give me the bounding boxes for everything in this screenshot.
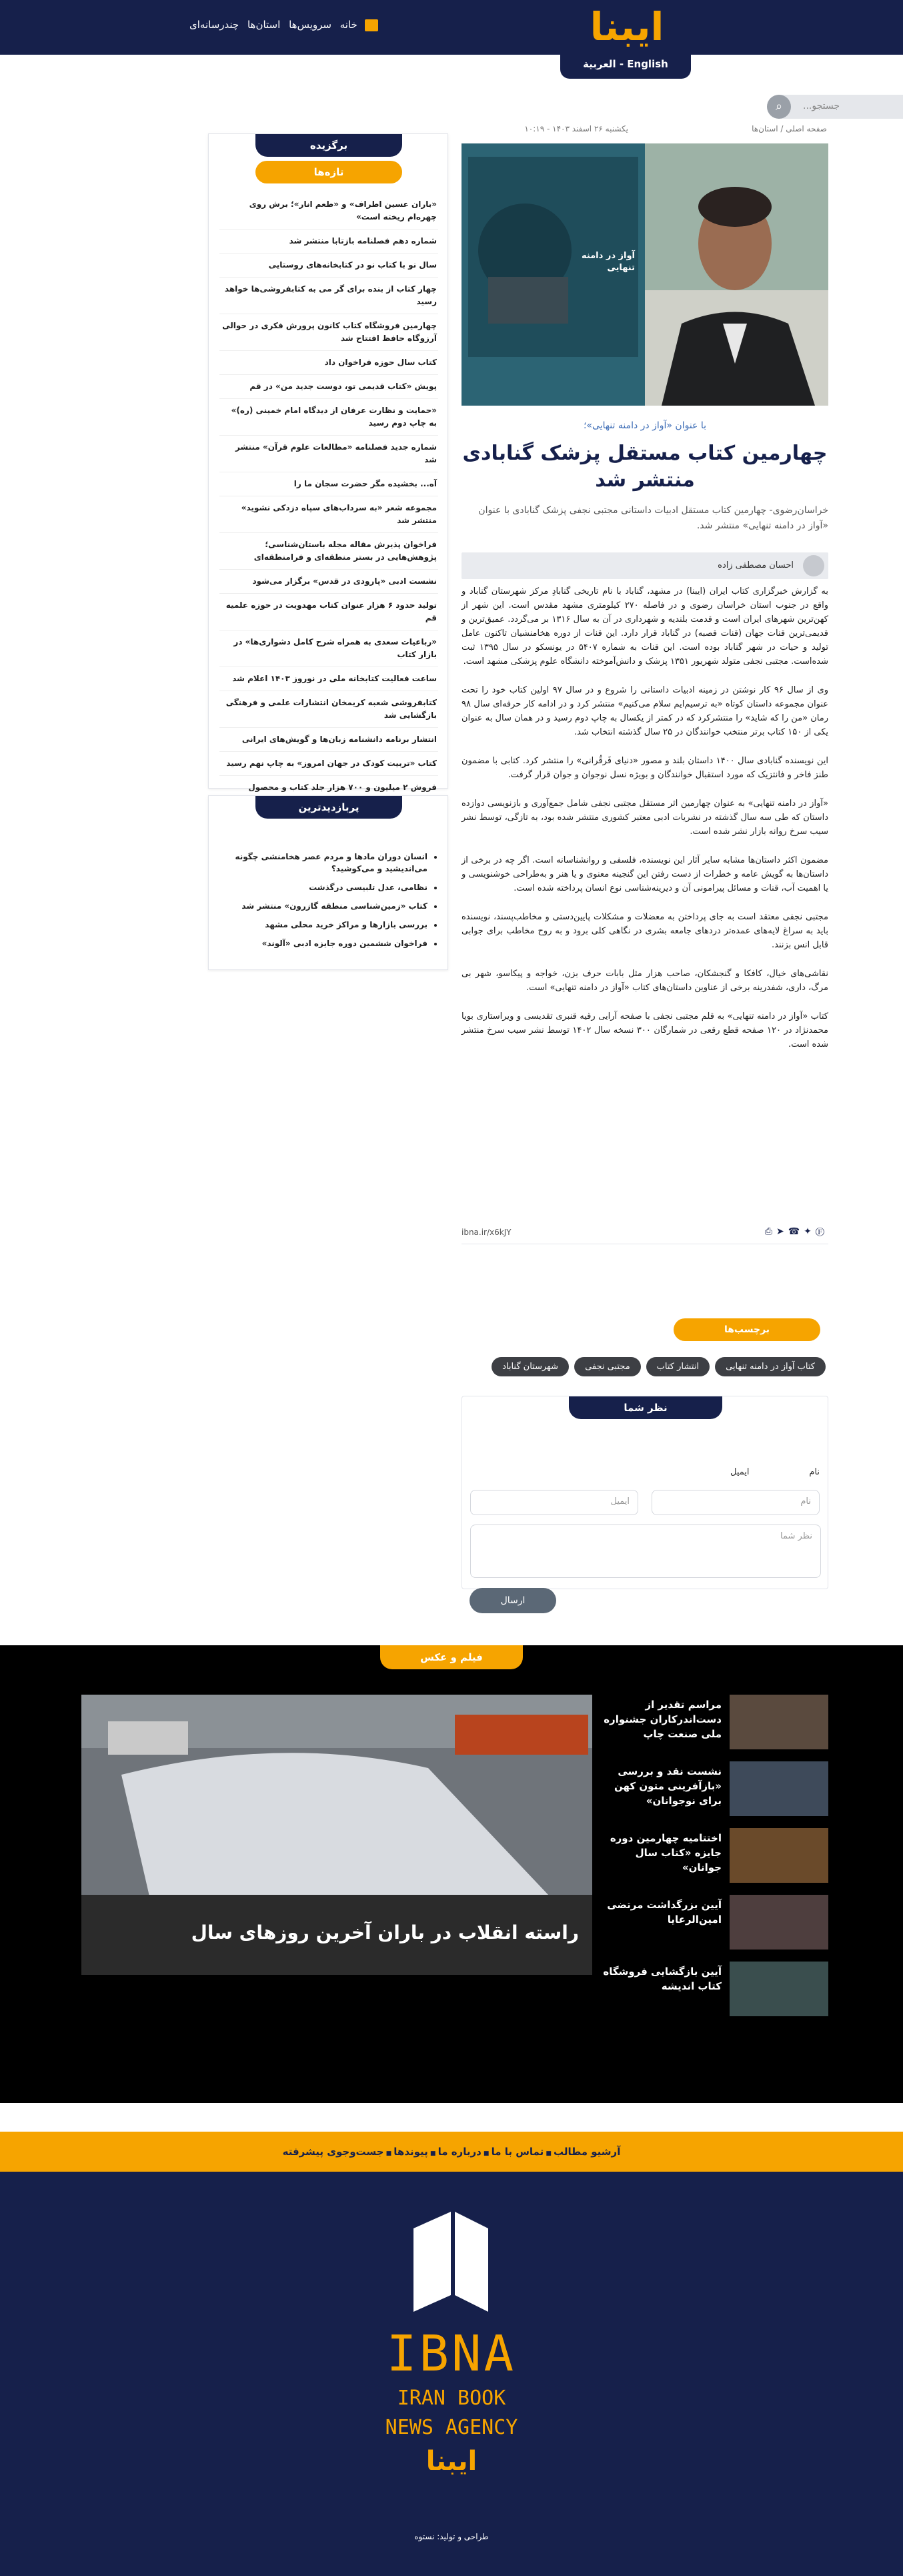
email-field[interactable]: ایمیل bbox=[470, 1490, 638, 1515]
footer-link[interactable]: تماس با ما bbox=[491, 2146, 544, 2158]
article-paragraph: وی از سال ۹۶ کار نوشتن در زمینه ادبیات داستانی را شروع و در سال ۹۷ اولین کتاب خود را تحت عنوان مجموعه داستان کوتاه «به ترسیم‌ایم سلام می‌کنیم» منتشر کرد و در ادامه کار حرفه‌ای سال ۹۸ رمان «من را که شاید» را منتشرکرد که در کمتر از یکسال به چاپ دوم رسید و در همان سال به عنوان یکی از ۱۵۰ کتاب برتر منتخب خوانندگان در ۲۵ سال گذشته انتخاب شد. bbox=[462, 685, 829, 737]
latest-item[interactable]: کتاب سال حوزه فراخوان داد bbox=[219, 351, 438, 375]
article-paragraph: نقاشی‌های خیال، کافکا و گنجشکان، صاحب هزار مثل بابات حرف بزن، خواجه و پیکاسو، شهر بی مرگ، داری، شفدرینه برخی از عناوین داستان‌های کتاب «آواز در دامنه تنهایی» است. bbox=[462, 969, 828, 993]
article-paragraph: «آواز در دامنه تنهایی» به عنوان چهارمین اثر مستقل مجتبی نجفی شامل جمع‌آوری و بازنویسی دوازده داستان که طی سه سال گذشته در نشریات ادبی معتبر کشوری منتشر شده بود، به تازگی، توسط نشر سیب سرخ روانه بازار نشر شده است. bbox=[462, 799, 828, 837]
film-featured[interactable] bbox=[81, 1695, 592, 1975]
article-paragraph: مجتبی نجفی معتقد است به جای پرداختن به معضلات و مشکلات پایین‌دستی و مخاطب‌پسند، نویسنده باید به سراغ لایه‌های عمده‌تر دردهای جامعه بشری در نگاهی کلی برود و به روح مخاطب برای جوابی قابل انس بزنند. bbox=[462, 912, 828, 950]
facebook-icon[interactable]: Ⓕ bbox=[815, 1226, 828, 1237]
tag-list bbox=[462, 1357, 828, 1376]
popular-heading[interactable]: پربازدیدترین bbox=[255, 796, 402, 819]
latest-item[interactable]: چهارمین فروشگاه کتاب کانون پرورش فکری در حوالی آرزوگاه حافظ افتتاح شد bbox=[219, 314, 438, 351]
film-heading[interactable]: فیلم و عکس bbox=[380, 1645, 523, 1669]
tag-chip[interactable]: مجتبی نجفی bbox=[574, 1357, 641, 1376]
footer bbox=[0, 2172, 903, 2576]
tags-heading: برچسب‌ها bbox=[674, 1318, 820, 1341]
comments-heading: نظر شما bbox=[569, 1396, 722, 1419]
film-thumbnail[interactable] bbox=[730, 1895, 828, 1950]
publish-date: یکشنبه ۲۶ اسفند ۱۴۰۳ - ۱۰:۱۹ bbox=[524, 124, 628, 133]
article-lead: خراسان‌رضوی- چهارمین کتاب مستقل ادبیات داستانی مجتبی نجفی پزشک گنابادی با عنوان «آواز در دامنه تنهایی» منتشر شد. bbox=[478, 505, 828, 531]
latest-item[interactable]: ساعت فعالیت کتابخانه ملی در نوروز ۱۴۰۳ اعلام شد bbox=[219, 667, 438, 691]
nav-provinces[interactable]: استان‌ها bbox=[247, 19, 281, 31]
article-photo bbox=[462, 143, 828, 406]
film-item-title[interactable]: آیین بازگشایی فروشگاه کتاب اندیشه bbox=[603, 1966, 722, 1992]
footer-link[interactable]: درباره ما bbox=[437, 2146, 482, 2158]
book-logo-icon bbox=[413, 2212, 488, 2312]
article-title: چهارمین کتاب مستقل پزشک گنابادی منتشر شد bbox=[462, 442, 828, 492]
film-thumbnail[interactable] bbox=[730, 1828, 828, 1883]
top-header bbox=[0, 0, 903, 55]
link-separator: ■ bbox=[383, 2150, 394, 2157]
avatar bbox=[803, 555, 824, 576]
latest-item[interactable]: مجموعه شعر «به سرداب‌های سپاه دزدکی نشوید» منتشر شد bbox=[219, 496, 438, 533]
breadcrumb[interactable]: صفحه اصلی / استان‌ها bbox=[752, 124, 827, 133]
footer-credit[interactable]: طراحی و تولید: نستوه bbox=[414, 2532, 489, 2541]
twitter-icon[interactable]: ✦ bbox=[804, 1226, 816, 1237]
email-label: ایمیل bbox=[730, 1467, 750, 1477]
tag-chip[interactable]: انتشار کتاب bbox=[646, 1357, 710, 1376]
latest-tab[interactable]: تازه‌ها bbox=[255, 161, 402, 183]
article-paragraph: به گزارش خبرگزاری کتاب ایران (ایبنا) در مشهد، گناباد با نام تاریخی گنابادِ مرکز شهرستان گناباد و واقع در جنوب استان خراسان رضوی و در فاصله ۲۷۰ کیلومتری مشهد مقدس است. این شهر از کهن‌ترین شهرهای ایران است و قدمت بلندیه و شهرداری در آن به سال ۱۳۱۶ بر می‌گردد. عمیق‌ترین و قدیمی‌ترین قنات جهان (قنات قصبه) در گناباد قرار دارد. این قنات از دوره هخامنشیان تاکنون عامل تولید و حیات در شهر گناباد بوده است. این قنات به شماره ۵۴۰۷ در یونسکو در سال ۱۳۹۵ ثبت شده‌است. مجتبی نجفی متولد شهریور ۱۳۵۱ پزشک و دانش‌آموخته دانشگاه علوم پزشکی مشهد است. bbox=[462, 586, 828, 667]
main-nav bbox=[184, 19, 384, 35]
latest-item[interactable]: «حمایت و نظارت عرفان از دیدگاه امام خمینی (ره)» به چاپ دوم رسید bbox=[219, 399, 438, 436]
latest-item[interactable]: نشست ادبی «پارودی در قدس» برگزار می‌شود bbox=[219, 570, 438, 594]
telegram-icon[interactable]: ➤ bbox=[776, 1226, 788, 1237]
article-paragraph: مضمون اکثر داستان‌ها مشابه سایر آثار این نویسنده، فلسفی و روانشناسانه است. اگر چه در برخی از داستان‌ها به گویش عامه و خطرات از دست رفتن این گنجینه معنوی و یا هنر و به‌طراحی خوشنویسی و یا اهمیت آب، قنات و مسائل پیرامونی آن و دیرینه‌شناسی نوع انسان پرداخته شده است. bbox=[462, 855, 828, 893]
film-featured-caption[interactable]: راسته انقلاب در باران آخرین روزهای سال bbox=[191, 1921, 579, 1944]
latest-item[interactable]: «باران عسین اطراف» و «طعم انار»؛ برش روی چهره‌ام ریخته است» bbox=[219, 193, 438, 230]
latest-item[interactable]: فراخوان پذیرش مقاله مجله باستان‌شناسی؛ پژوهش‌هایی در بستر منطقه‌ای و فرامنطقه‌ای bbox=[219, 533, 438, 570]
print-icon[interactable]: ⎙ bbox=[764, 1226, 776, 1237]
latest-item[interactable]: کتابفروشی شعبه کریمخان انتشارات علمی و فرهنگی بازگشایی شد bbox=[219, 691, 438, 728]
footer-links bbox=[0, 2132, 903, 2172]
search-box[interactable] bbox=[767, 95, 903, 119]
author-name[interactable]: احسان مصطفی زاده bbox=[718, 560, 794, 570]
latest-item[interactable]: شماره دهم فصلنامه بازتابا منتشر شد bbox=[219, 230, 438, 254]
nav-services[interactable]: سرویس‌ها bbox=[289, 19, 331, 31]
latest-item[interactable]: «رباعیات سعدی به همراه شرح کامل دشواری‌ها» در بازار کتاب bbox=[219, 630, 438, 667]
film-item-title[interactable]: نشست نقد و بررسی «بازآفرینی متون کهن برای نوجوانان» bbox=[614, 1765, 722, 1807]
latest-item[interactable]: آه... بخشیده مگر حضرت سجان ما را bbox=[219, 472, 438, 496]
film-item-title[interactable]: اختتامیه چهارمین دوره جایزه «کتاب سال جوانان» bbox=[610, 1832, 722, 1873]
popular-item[interactable]: • نظامی، عدل تلبیسی درگذشت bbox=[219, 881, 427, 893]
tag-chip[interactable]: شهرستان گناباد bbox=[492, 1357, 569, 1376]
whatsapp-icon[interactable]: ☎ bbox=[788, 1226, 804, 1237]
latest-list bbox=[219, 193, 438, 813]
latest-item[interactable]: انتشار برنامه دانشنامه زبان‌ها و گویش‌های ایرانی bbox=[219, 728, 438, 752]
film-item-title[interactable]: مراسم تقدیر از دست‌اندرکاران جشنواره ملی صنعت چاپ bbox=[604, 1699, 722, 1740]
latest-item[interactable]: تولید حدود ۶ هزار عنوان کتاب مهدویت در حوزه علمیه قم bbox=[219, 594, 438, 630]
share-bar bbox=[462, 1225, 828, 1241]
popular-item[interactable]: • کتاب «زمین‌شناسی منطقه گازرون» منتشر شد bbox=[219, 900, 427, 912]
latest-item[interactable]: کتاب «تربیت کودک در جهان امروز» به چاپ نهم رسید bbox=[219, 752, 438, 776]
brand-ibna: IBNA bbox=[386, 2325, 517, 2383]
article-body bbox=[462, 584, 828, 1066]
name-label: نام bbox=[809, 1467, 820, 1477]
popular-list bbox=[219, 851, 438, 956]
article-image bbox=[462, 143, 828, 406]
brand-line-3: ایبنا bbox=[425, 2446, 478, 2477]
footer-brand bbox=[373, 2324, 530, 2480]
book-cover-title: آواز در دامنه تنهایی bbox=[581, 251, 635, 273]
site-logo[interactable]: ایبنا bbox=[590, 4, 664, 49]
home-icon[interactable] bbox=[365, 19, 378, 31]
film-thumbnail[interactable] bbox=[730, 1962, 828, 2016]
featured-heading[interactable]: برگزیده bbox=[255, 134, 402, 157]
author-bar[interactable] bbox=[462, 552, 828, 579]
latest-item[interactable]: چهار کتاب از بنده برای گر می به کتابفروشی‌ها خواهد رسید bbox=[219, 278, 438, 314]
brand-line-1: IRAN BOOK bbox=[397, 2387, 506, 2410]
footer-link[interactable]: جست‌وجوی پیشرفته bbox=[282, 2146, 384, 2158]
search-input[interactable]: جستجو... bbox=[803, 101, 840, 111]
tag-chip[interactable]: کتاب آواز در دامنه تنهایی bbox=[715, 1357, 826, 1376]
latest-item[interactable]: سال نو با کتاب نو در کتابخانه‌های روستایی bbox=[219, 254, 438, 278]
nav-multimedia[interactable]: چندرسانه‌ای bbox=[189, 19, 239, 31]
article-paragraph: کتاب «آواز در دامنه تنهایی» به قلم مجتبی نجفی با صفحه آرایی رقیه قنبری تقدیسی و ویراستاری بویا محمدنژاد در ۱۲۰ صفحه قطع رقعی در شمارگان ۳۰۰ نسخه سال ۱۴۰۲ توسط نشر سیب سرخ منتشر شده است. bbox=[462, 1011, 829, 1049]
submit-button[interactable]: ارسال bbox=[470, 1588, 556, 1613]
comment-textarea[interactable]: نظر شما bbox=[470, 1525, 821, 1578]
film-thumbnail[interactable] bbox=[730, 1695, 828, 1749]
popular-item[interactable]: • بررسی بازارها و مراکز خرید محلی مشهد bbox=[219, 919, 427, 931]
nav-home[interactable]: خانه bbox=[339, 19, 357, 31]
short-link[interactable]: ibna.ir/x6kJY bbox=[462, 1228, 512, 1237]
link-separator: ■ bbox=[427, 2150, 438, 2157]
popular-item[interactable]: • فراخوان ششمین دوره جایزه ادبی «آلوند» bbox=[219, 937, 427, 949]
latest-item[interactable]: شماره جدید فصلنامه «مطالعات علوم قرآن» منتشر شد bbox=[219, 436, 438, 472]
footer-link[interactable]: آرشیو مطالب bbox=[554, 2146, 621, 2158]
article-paragraph: این نویسنده گنابادی سال ۱۴۰۰ داستان بلند و مصور «دنیای فَرقُرانی» را منتشر کرد. کتابی با مضمون طنز فاخر و فانتزیک که مورد استقبال خوانندگان و بویژه نسل نوجوان و جوان قرار گرفت. bbox=[462, 756, 829, 780]
search-icon[interactable]: ⌕ bbox=[767, 95, 791, 119]
popular-news-box bbox=[208, 795, 448, 970]
brand-line-2: NEWS AGENCY bbox=[385, 2416, 518, 2439]
link-separator: ■ bbox=[544, 2150, 554, 2157]
latest-item[interactable]: فروش ۲ میلیون و ۷۰۰ هزار جلد کتاب و محصول bbox=[219, 776, 438, 813]
film-thumbnail[interactable] bbox=[730, 1761, 828, 1816]
language-switcher[interactable]: العربیة - English bbox=[560, 55, 691, 79]
popular-item[interactable]: • انسان دوران مادها و مردم عصر هخامنشی چگونه می‌اندیشید و می‌کوشید؟ bbox=[219, 851, 427, 875]
latest-news-box bbox=[208, 133, 448, 792]
name-field[interactable]: نام bbox=[652, 1490, 820, 1515]
link-separator: ■ bbox=[481, 2150, 492, 2157]
share-icons bbox=[765, 1226, 828, 1237]
latest-item[interactable]: پویش «کتاب قدیمی تو، دوست جدید من» در قم bbox=[219, 375, 438, 399]
comment-form bbox=[462, 1396, 828, 1589]
article-kicker: با عنوان «آواز در دامنه تنهایی»؛ bbox=[583, 420, 707, 431]
film-item-title[interactable]: آیین بزرگداشت مرتضی امین‌الرعایا bbox=[607, 1899, 722, 1925]
footer-link[interactable]: پیوندها bbox=[393, 2146, 428, 2158]
